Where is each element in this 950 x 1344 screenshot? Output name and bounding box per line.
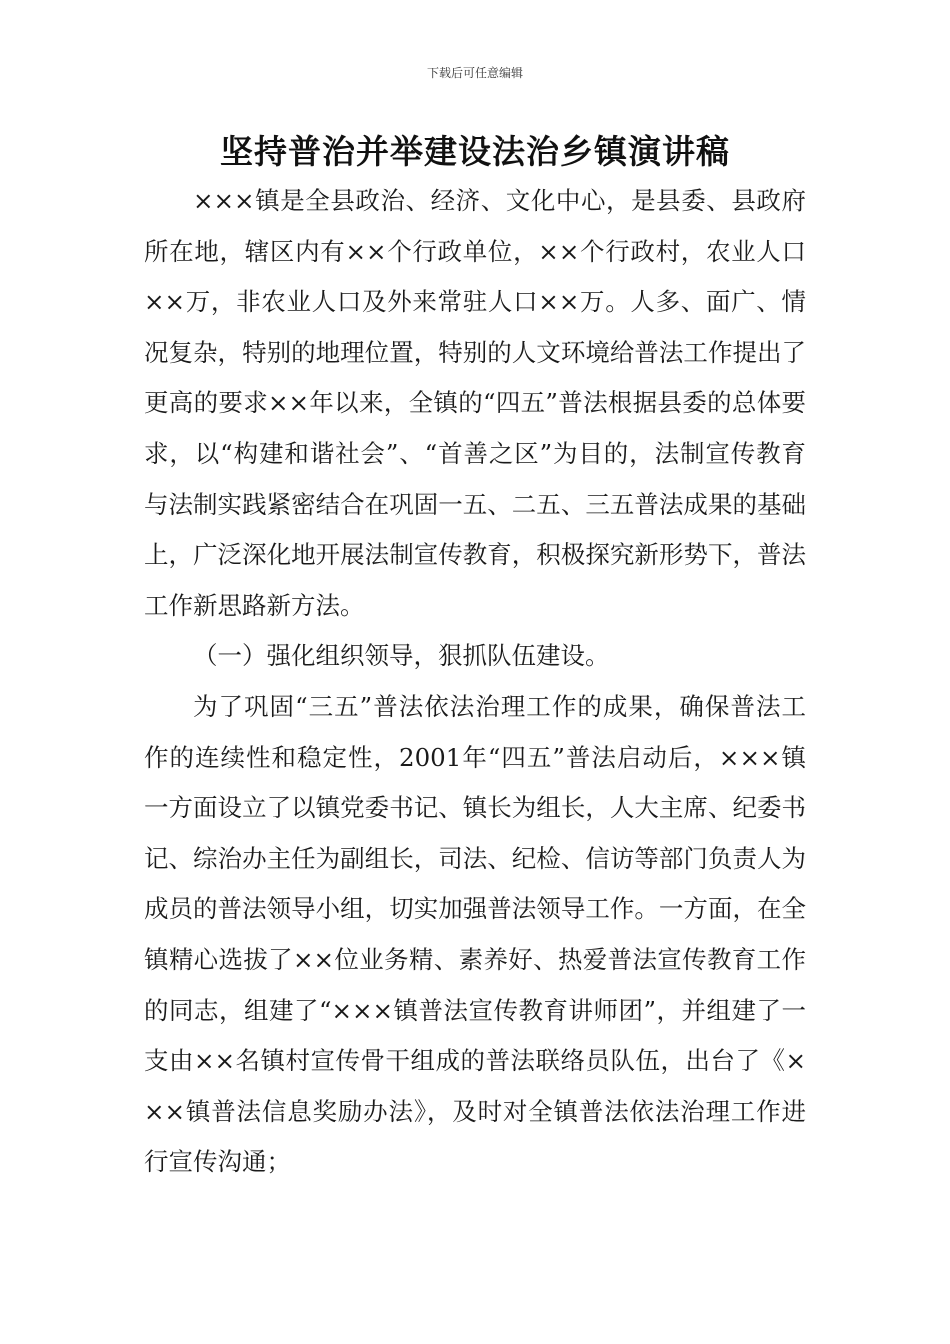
paragraph-intro: ×××镇是全县政治、经济、文化中心，是县委、县政府所在地，辖区内有××个行政单位，××个行政村，农业人口××万，非农业人口及外来常驻人口××万。人多、面广、情况复杂，特别的地理位置，特别的人文环境给普法工作提出了更高的要求××年以来，全镇的“四五”普法根据县委的总体要求，以“构建和谐社会”、“首善之区”为目的，法制宣传教育与法制实践紧密结合在巩固一五、二五、三五普法成果的基础上，广泛深化地开展法制宣传教育，积极探究新形势下，普法工作新思路新方法。 (144, 186, 806, 620)
paragraph-organization: 为了巩固“三五”普法依法治理工作的成果，确保普法工作的连续性和稳定性，2001年“四五”普法启动后，×××镇一方面设立了以镇党委书记、镇长为组长，人大主席、纪委书记、综治办主任为副组长，司法、纪检、信访等部门负责人为成员的普法领导小组，切实加强普法领导工作。一方面，在全镇精心选拔了××位业务精、素养好、热爱普法宣传教育工作的同志，组建了“×××镇普法宣传教育讲师团”，并组建了一支由××名镇村宣传骨干组成的普法联络员队伍，出台了《×××镇普法信息奖励办法》，及时对全镇普法依法治理工作进行宣传沟通； (144, 691, 806, 1177)
document-title: 坚持普治并举建设法治乡镇演讲稿 (220, 132, 730, 171)
page-header-note: 下载后可任意编辑 (426, 66, 523, 80)
section-heading: （一）强化组织领导，狠抓队伍建设。 (193, 641, 610, 671)
document-body (144, 176, 806, 1188)
